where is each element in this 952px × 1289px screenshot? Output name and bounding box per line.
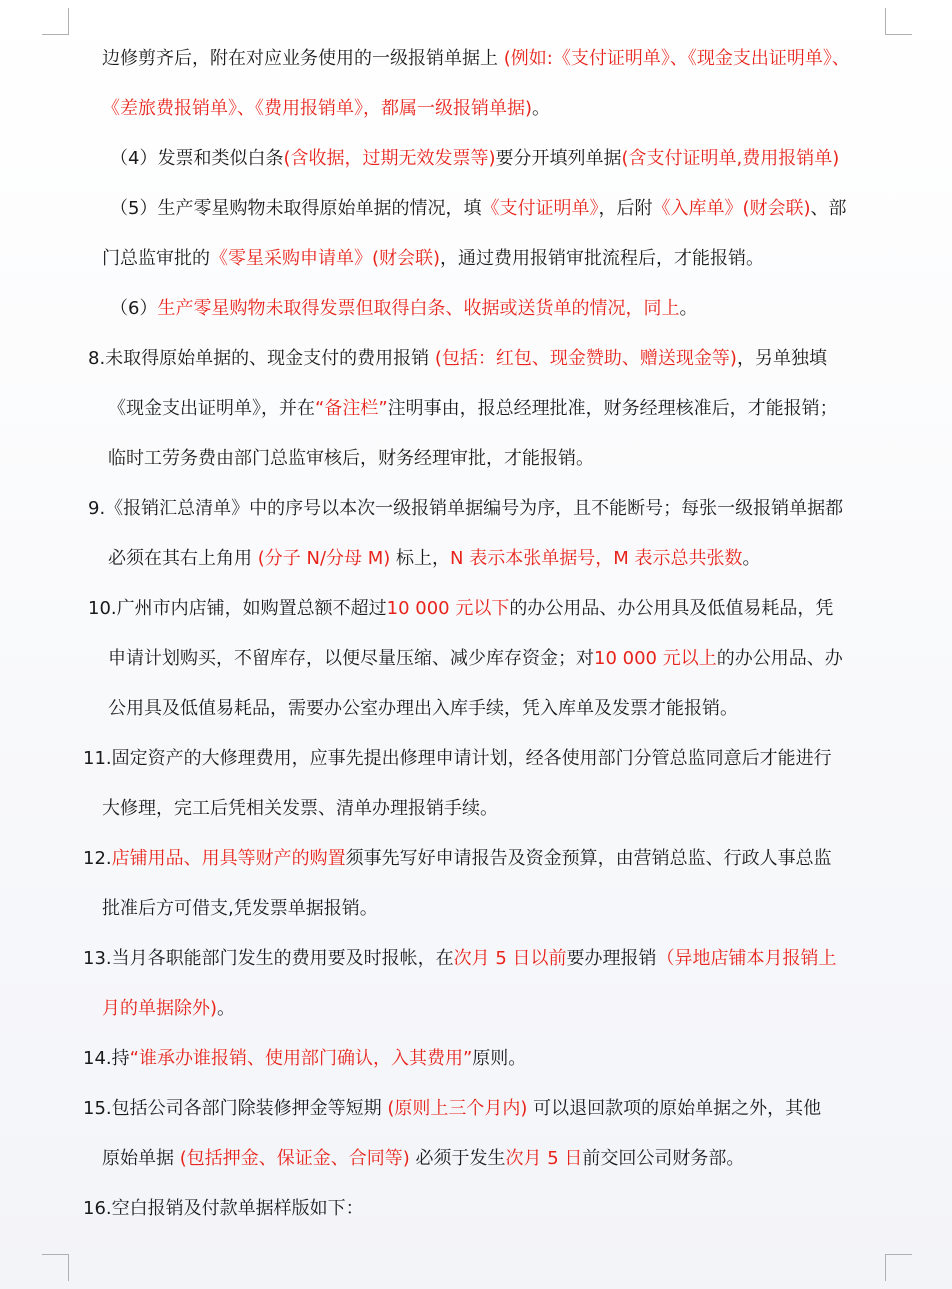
text-line xyxy=(88,484,843,534)
highlight-text: 次月 5 日以前 xyxy=(453,948,567,969)
body-text: 的办公用品、办 xyxy=(716,648,843,669)
body-text: 可以退回款项的原始单据之外，其他 xyxy=(527,1098,822,1119)
crop-mark-top-left xyxy=(42,8,69,35)
body-text: 14.持 xyxy=(83,1048,130,1069)
highlight-text: (原则上三个月内) xyxy=(387,1098,528,1119)
body-text: ，另单独填 xyxy=(736,348,827,369)
body-text: （6） xyxy=(110,298,158,319)
body-text: ，通过费用报销审批流程后，才能报销。 xyxy=(440,248,765,269)
body-text: 门总监审批的 xyxy=(102,248,210,269)
highlight-text: (包括：红包、现金赞助、赠送现金等) xyxy=(434,348,737,369)
body-text: 原则。 xyxy=(472,1048,527,1069)
body-text: （5）生产零星购物未取得原始单据的情况，填 xyxy=(110,198,482,219)
highlight-text: 次月 5 日 xyxy=(505,1148,583,1169)
body-text: 标上， xyxy=(390,548,451,569)
body-text: 16.空白报销及付款单据样版如下： xyxy=(83,1198,364,1219)
body-text: 大修理，完工后凭相关发票、清单办理报销手续。 xyxy=(102,798,498,819)
text-line xyxy=(83,1184,364,1234)
highlight-text: (分子 N/分母 M) xyxy=(257,548,391,569)
body-text: 前交回公司财务部。 xyxy=(582,1148,745,1169)
body-text: 必须于发生 xyxy=(409,1148,506,1169)
highlight-text: 《零星采购申请单》(财会联) xyxy=(210,248,441,269)
body-text: 、部 xyxy=(810,198,847,219)
body-text: ，后附 xyxy=(598,198,653,219)
highlight-text: “谁承办谁报销、使用部门确认，入其费用” xyxy=(129,1048,473,1069)
body-text: 临时工劳务费由部门总监审核后，财务经理审批，才能报销。 xyxy=(108,448,594,469)
highlight-text: 《差旅费报销单》、《费用报销单》，都属一级报销单据) xyxy=(102,98,533,119)
highlight-text: (含收据，过期无效发票等) xyxy=(283,148,496,169)
text-line xyxy=(83,734,832,784)
body-text: 。 xyxy=(742,548,761,569)
text-line xyxy=(102,234,764,284)
highlight-text: 生产零星购物未取得发票但取得白条、收据或送货单的情况，同上 xyxy=(157,298,680,319)
crop-mark-bottom-left xyxy=(42,1254,69,1281)
highlight-text: (例如:《支付证明单》、《现金支出证明单》、 xyxy=(503,48,850,69)
body-text: 《现金支出证明单》，并在 xyxy=(108,398,315,419)
text-line xyxy=(102,884,378,934)
text-line xyxy=(83,834,832,884)
highlight-text: “备注栏” xyxy=(315,398,388,419)
text-line xyxy=(108,384,838,434)
highlight-text: (包括押金、保证金、合同等) xyxy=(179,1148,410,1169)
text-line xyxy=(108,534,760,584)
highlight-text: 10 000 元以上 xyxy=(594,648,717,669)
body-text: 要分开填列单据 xyxy=(495,148,622,169)
text-line xyxy=(102,784,498,834)
body-text: 原始单据 xyxy=(102,1148,180,1169)
text-line xyxy=(102,84,550,134)
highlight-text: 《入库单》(财会联) xyxy=(652,198,811,219)
highlight-text: (含支付证明单,费用报销单) xyxy=(621,148,840,169)
body-text: 。 xyxy=(679,298,698,319)
body-text: 注明事由，报总经理批准，财务经理核准后，才能报销； xyxy=(387,398,838,419)
text-line xyxy=(88,584,833,634)
crop-mark-top-right xyxy=(885,8,912,35)
highlight-text: 店铺用品、用具等财产的购置 xyxy=(111,848,346,869)
body-text: 须事先写好申请报告及资金预算，由营销总监、行政人事总监 xyxy=(345,848,832,869)
text-line xyxy=(83,1084,821,1134)
body-text: 15.包括公司各部门除装修押金等短期 xyxy=(83,1098,388,1119)
text-line xyxy=(110,134,839,184)
body-text: 边修剪齐后，附在对应业务使用的一级报销单据上 xyxy=(102,48,504,69)
text-line xyxy=(102,34,850,84)
highlight-text: （异地店铺本月报销上 xyxy=(656,948,837,969)
highlight-text: N 表示本张单据号，M 表示总共张数 xyxy=(450,548,743,569)
highlight-text: 《支付证明单》 xyxy=(481,198,599,219)
body-text: 必须在其右上角用 xyxy=(108,548,258,569)
text-line xyxy=(108,434,594,484)
text-line xyxy=(110,284,697,334)
text-line xyxy=(88,334,827,384)
body-text: 。 xyxy=(217,998,236,1019)
text-line xyxy=(110,184,847,234)
body-text: 11.固定资产的大修理费用，应事先提出修理申请计划，经各使用部门分管总监同意后才能进行 xyxy=(83,748,832,769)
text-line xyxy=(102,1134,744,1184)
body-text: 10.广州市内店铺，如购置总额不超过 xyxy=(88,598,387,619)
body-text: 公用具及低值易耗品，需要办公室办理出入库手续，凭入库单及发票才能报销。 xyxy=(108,698,738,719)
highlight-text: 月的单据除外) xyxy=(102,998,218,1019)
body-text: （4）发票和类似白条 xyxy=(110,148,284,169)
body-text: 批准后方可借支,凭发票单据报销。 xyxy=(102,898,378,919)
body-text: 。 xyxy=(532,98,551,119)
text-line xyxy=(83,1034,526,1084)
body-text: 8.未取得原始单据的、现金支付的费用报销 xyxy=(88,348,435,369)
body-text: 9.《报销汇总清单》中的序号以本次一级报销单据编号为序，且不能断号；每张一级报销单据都 xyxy=(88,498,844,519)
highlight-text: 10 000 元以下 xyxy=(386,598,510,619)
text-line xyxy=(83,934,837,984)
text-line xyxy=(108,684,738,734)
body-text: 12. xyxy=(83,848,112,869)
crop-mark-bottom-right xyxy=(885,1254,912,1281)
body-text: 申请计划购买，不留库存，以便尽量压缩、减少库存资金；对 xyxy=(108,648,594,669)
body-text: 的办公用品、办公用具及低值易耗品，凭 xyxy=(509,598,834,619)
body-text: 13.当月各职能部门发生的费用要及时报帐，在 xyxy=(83,948,454,969)
text-line xyxy=(108,634,843,684)
text-line xyxy=(102,984,235,1034)
body-text: 要办理报销 xyxy=(566,948,657,969)
